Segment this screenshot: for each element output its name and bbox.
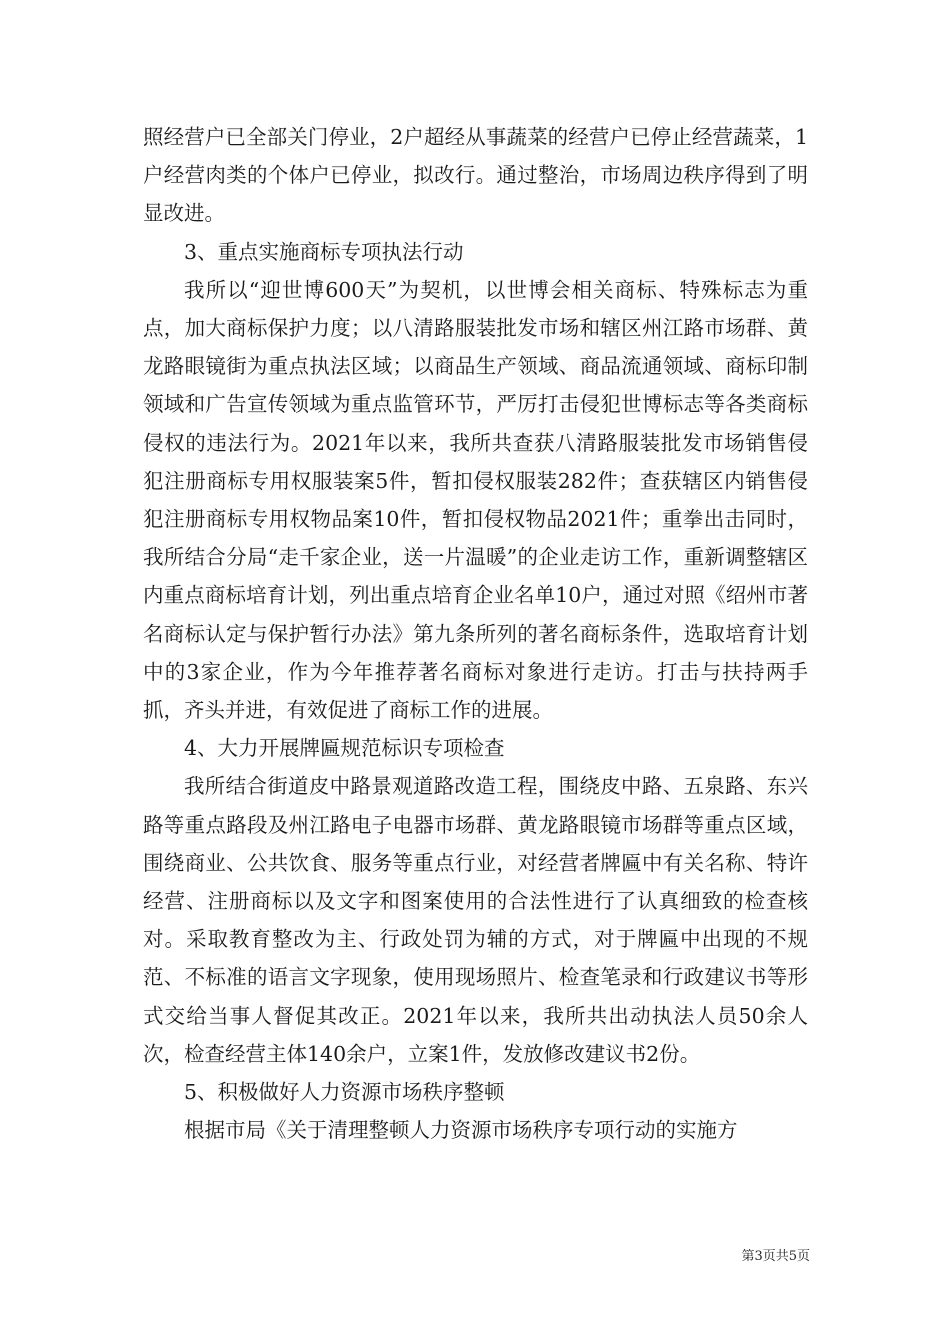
section-heading-3: 3、重点实施商标专项执法行动 bbox=[184, 239, 464, 264]
paragraph-hr-market: 根据市局《关于清理整顿人力资源市场秩序专项行动的实施方 bbox=[184, 1118, 738, 1143]
page-number-footer: 第3页共5页 bbox=[741, 1249, 810, 1264]
paragraph-signboard: 我所结合街道皮中路景观道路改造工程，围绕皮中路、五泉路、东兴路等重点路段及州江路电子电器市场群、黄龙路眼镜市场群等重点区域，围绕商业、公共饮食、服务等重点行业，对经营者牌匾中有关名称、特许经营、注册商标以及文字和图案使用的合法性进行了认真细致的检查核对。采取教育整改为主、行政处罚为辅的方式，对于牌匾中出现的不规范、不标准的语言文字现象，使用现场照片、检查笔录和行政建议书等形式交给当事人督促其改正。2021年以来，我所共出动执法人员50余人次，检查经营主体140余户，立案1件，发放修改建议书2份。 bbox=[143, 774, 808, 1066]
section-heading-5: 5、积极做好人力资源市场秩序整顿 bbox=[184, 1080, 505, 1105]
document-body bbox=[143, 118, 808, 1149]
paragraph-continuation: 照经营户已全部关门停业，2户超经从事蔬菜的经营户已停止经营蔬菜，1户经营肉类的个体户已停业，拟改行。通过整治，市场周边秩序得到了明显改进。 bbox=[143, 125, 808, 226]
paragraph-trademark: 我所以“迎世博600天”为契机，以世博会相关商标、特殊标志为重点，加大商标保护力度；以八清路服装批发市场和辖区州江路市场群、黄龙路眼镜街为重点执法区域；以商品生产领域、商品流通领域、商标印制领域和广告宣传领域为重点监管环节，严厉打击侵犯世博标志等各类商标侵权的违法行为。2021年以来，我所共查获八清路服装批发市场销售侵犯注册商标专用权服装案5件，暂扣侵权服装282件；查获辖区内销售侵犯注册商标专用权物品案10件，暂扣侵权物品2021件；重拳出击同时，我所结合分局“走千家企业，送一片温暖”的企业走访工作，重新调整辖区内重点商标培育计划，列出重点培育企业名单10户，通过对照《绍州市著名商标认定与保护暂行办法》第九条所列的著名商标条件，选取培育计划中的3家企业，作为今年推荐著名商标对象进行走访。打击与扶持两手抓，齐头并进，有效促进了商标工作的进展。 bbox=[143, 277, 808, 723]
section-heading-4: 4、大力开展牌匾规范标识专项检查 bbox=[184, 736, 505, 761]
